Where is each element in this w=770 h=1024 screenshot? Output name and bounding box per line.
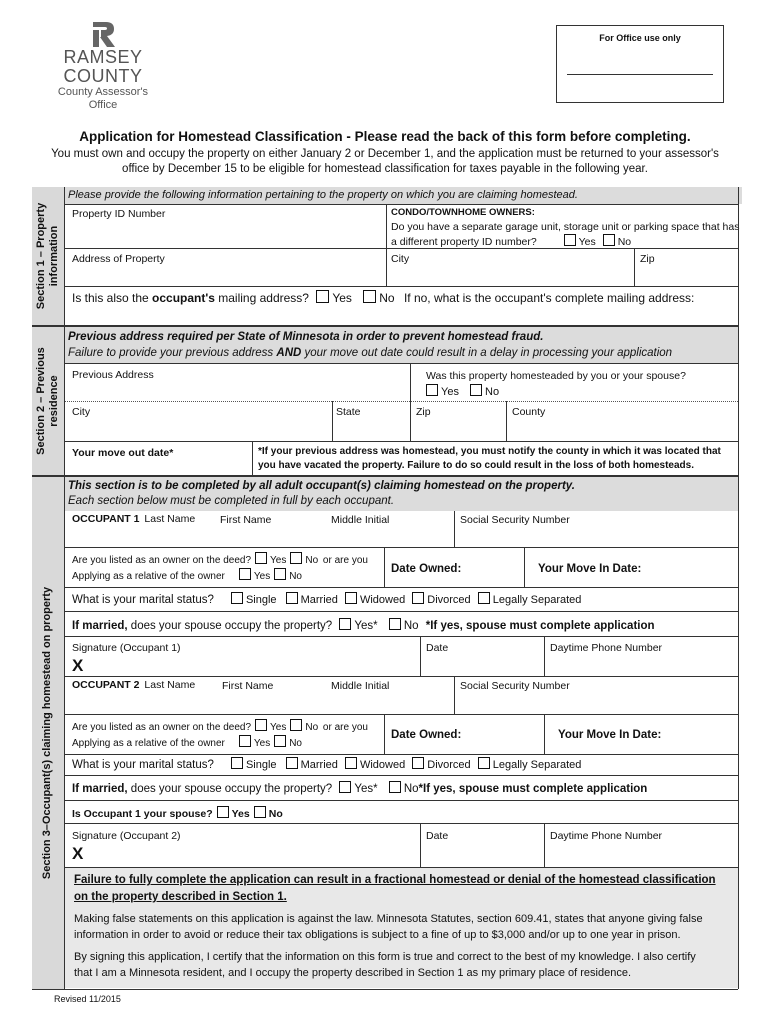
section2-side-label: Section 2 – Previous residence (35, 347, 60, 455)
occ2-relative-yes-checkbox[interactable] (239, 735, 251, 747)
office-use-label: For Office use only (599, 33, 681, 43)
legal-line-2: information in order to avoid or reduce their tax obligations is subject to a fine of up to $3,000 and/or up to one year in prison. (74, 929, 681, 941)
occ1-spouse-occupy: If married, does your spouse occupy the property? Yes* No *If yes, spouse must complete application (72, 620, 655, 632)
address-label: Address of Property (72, 253, 165, 265)
occ1-signature-input[interactable] (92, 656, 418, 676)
section2-required: Previous address required per State of Minnesota in order to prevent homestead fraud. (68, 331, 544, 343)
previous-address-label: Previous Address (72, 369, 154, 381)
office-use-box (556, 25, 724, 103)
section1-side-label: Section 1 – Property information (35, 202, 60, 310)
occ2-date-label: Date (426, 830, 449, 842)
occ1-phone-label: Daytime Phone Number (550, 642, 663, 654)
occ1-divorced-checkbox[interactable] (412, 592, 424, 604)
mailing-question: Is this also the occupant's mailing address? Yes No If no, what is the occupant's complete mailing address: (72, 291, 695, 305)
property-id-input[interactable] (66, 220, 384, 246)
occ2-ssn-label: Social Security Number (460, 680, 570, 692)
previous-address-input[interactable] (66, 382, 408, 400)
occ1-deed-no-checkbox[interactable] (290, 552, 302, 564)
occ2-first-label: First Name (222, 680, 274, 692)
condo-title: CONDO/TOWNHOME OWNERS: (391, 207, 535, 218)
homesteaded-options: Yes No (422, 384, 499, 398)
occ1-relative-no-checkbox[interactable] (274, 568, 286, 580)
property-address-input[interactable] (66, 266, 384, 284)
occ2-middle-label: Middle Initial (331, 680, 390, 692)
occ1-signature-label: Signature (Occupant 1) (72, 642, 181, 654)
logo-county: COUNTY (63, 66, 143, 86)
occ2-spouse-no-checkbox[interactable] (389, 781, 401, 793)
occ2-widowed-checkbox[interactable] (345, 757, 357, 769)
occupant1-name-labels: OCCUPANT 1 Last Name (72, 513, 196, 525)
certify-line-1: By signing this application, I certify that the information on this form is true and correct to the best of my knowledge. I also certify (74, 951, 696, 963)
occupant2-name-labels: OCCUPANT 2 Last Name (72, 679, 196, 691)
occ1-date-owned: Date Owned: (391, 563, 462, 575)
occ1-marital: What is your marital status? Single Married Widowed Divorced Legally Separated (72, 594, 582, 606)
occ1-first-label: First Name (220, 514, 272, 526)
logo-office: Office (88, 99, 118, 111)
mailing-address-input[interactable] (66, 306, 736, 324)
mailing-yes-checkbox[interactable] (316, 290, 329, 303)
occ1-married-checkbox[interactable] (286, 592, 298, 604)
zip-label: Zip (640, 253, 655, 265)
intro-line-1: You must own and occupy the property on either January 2 or December 1, and the application must be returned to your assessor's (51, 148, 719, 160)
is-spouse-yes-checkbox[interactable] (217, 806, 229, 818)
occ2-deed-question: Are you listed as an owner on the deed? Yes No or are you (72, 719, 368, 733)
occ2-relative-no-checkbox[interactable] (274, 735, 286, 747)
condo-question: Do you have a separate garage unit, storage unit or parking space that has (391, 221, 740, 233)
prev-city-label: City (72, 406, 91, 418)
revised-date: Revised 11/2015 (54, 994, 121, 1004)
condo-no-checkbox[interactable] (603, 234, 615, 246)
occ2-divorced-checkbox[interactable] (412, 757, 424, 769)
occ2-phone-label: Daytime Phone Number (550, 830, 663, 842)
occ2-spouse-yes-checkbox[interactable] (339, 781, 351, 793)
occ2-move-in: Your Move In Date: (558, 729, 662, 741)
condo-question-2: a different property ID number? Yes No (391, 236, 632, 248)
occ2-relative-question: Applying as a relative of the owner Yes No (72, 735, 302, 749)
homesteaded-yes-checkbox[interactable] (426, 384, 438, 396)
occ1-deed-yes-checkbox[interactable] (255, 552, 267, 564)
occ1-separated-checkbox[interactable] (478, 592, 490, 604)
homestead-note-2: you have vacated the property. Failure to do so could result in the loss of both homesteads. (258, 460, 695, 471)
prev-county-label: County (512, 406, 546, 418)
warning-line-2: on the property described in Section 1. (74, 891, 287, 903)
is-spouse-no-checkbox[interactable] (254, 806, 266, 818)
occ1-deed-question: Are you listed as an owner on the deed? Yes No or are you (72, 552, 368, 566)
section2-failure: Failure to provide your previous address AND your move out date could result in a delay in processing your application (68, 347, 673, 359)
occ2-single-checkbox[interactable] (231, 757, 243, 769)
mailing-no-checkbox[interactable] (363, 290, 376, 303)
homesteaded-question: Was this property homesteaded by you or your spouse? (426, 370, 686, 382)
occ2-deed-no-checkbox[interactable] (290, 719, 302, 731)
section3-side-label: Section 3–Occupant(s) claiming homestead on property (41, 586, 53, 880)
logo-assessor: County Assessor's (57, 86, 149, 98)
occ2-spouse-occupy: If married, does your spouse occupy the property? Yes* No*If yes, spouse must complete application (72, 783, 648, 795)
occ2-separated-checkbox[interactable] (478, 757, 490, 769)
occ2-signature-input[interactable] (92, 844, 418, 864)
office-use-line (567, 74, 713, 75)
occ1-relative-yes-checkbox[interactable] (239, 568, 251, 580)
warning-line-1: Failure to fully complete the application can result in a fractional homestead or denial of the homestead classification (74, 874, 716, 886)
occ1-single-checkbox[interactable] (231, 592, 243, 604)
occ1-ssn-label: Social Security Number (460, 514, 570, 526)
logo-mark-icon (88, 20, 118, 48)
occ1-spouse-no-checkbox[interactable] (389, 618, 401, 630)
logo-ramsey: RAMSEY (63, 47, 143, 67)
occ1-middle-label: Middle Initial (331, 514, 390, 526)
intro-line-2: office by December 15 to be eligible for homestead classification for taxes payable in the following year. (122, 163, 648, 175)
section1-instruction: Please provide the following information pertaining to the property on which you are claiming homestead. (64, 187, 742, 204)
prev-state-label: State (336, 406, 361, 418)
occ2-is-spouse: Is Occupant 1 your spouse? Yes No (72, 808, 283, 820)
legal-line-1: Making false statements on this application is against the law. Minnesota Statutes, section 609.41, states that anyone giving false (74, 913, 703, 925)
occ1-widowed-checkbox[interactable] (345, 592, 357, 604)
occ1-relative-question: Applying as a relative of the owner Yes No (72, 568, 302, 582)
property-id-label: Property ID Number (72, 208, 166, 220)
ramsey-logo (48, 20, 158, 120)
occ2-married-checkbox[interactable] (286, 757, 298, 769)
certify-line-2: that I am a Minnesota resident, and I occupy the property described in Section 1 as my primary place of residence. (74, 967, 632, 979)
occ1-signature-x: X (72, 656, 84, 675)
occ1-spouse-yes-checkbox[interactable] (339, 618, 351, 630)
occ2-signature-x: X (72, 844, 84, 863)
homestead-note-1: *If your previous address was homestead, you must notify the county in which it was located that (258, 446, 721, 457)
occ2-marital: What is your marital status? Single Married Widowed Divorced Legally Separated (72, 759, 582, 771)
city-label: City (391, 253, 410, 265)
occ1-move-in: Your Move In Date: (538, 563, 642, 575)
prev-zip-label: Zip (416, 406, 431, 418)
move-out-label: Your move out date* (72, 447, 174, 459)
occ2-date-owned: Date Owned: (391, 729, 462, 741)
occ2-signature-label: Signature (Occupant 2) (72, 830, 181, 842)
section3-head-1: This section is to be completed by all adult occupant(s) claiming homestead on the property. (68, 480, 575, 492)
condo-yes-checkbox[interactable] (564, 234, 576, 246)
section3-head-2: Each section below must be completed in full by each occupant. (68, 495, 395, 507)
occ1-date-label: Date (426, 642, 449, 654)
occ2-deed-yes-checkbox[interactable] (255, 719, 267, 731)
move-out-input[interactable] (176, 445, 248, 461)
homesteaded-no-checkbox[interactable] (470, 384, 482, 396)
page-title: Application for Homestead Classification - Please read the back of this form before completing. (79, 129, 691, 144)
